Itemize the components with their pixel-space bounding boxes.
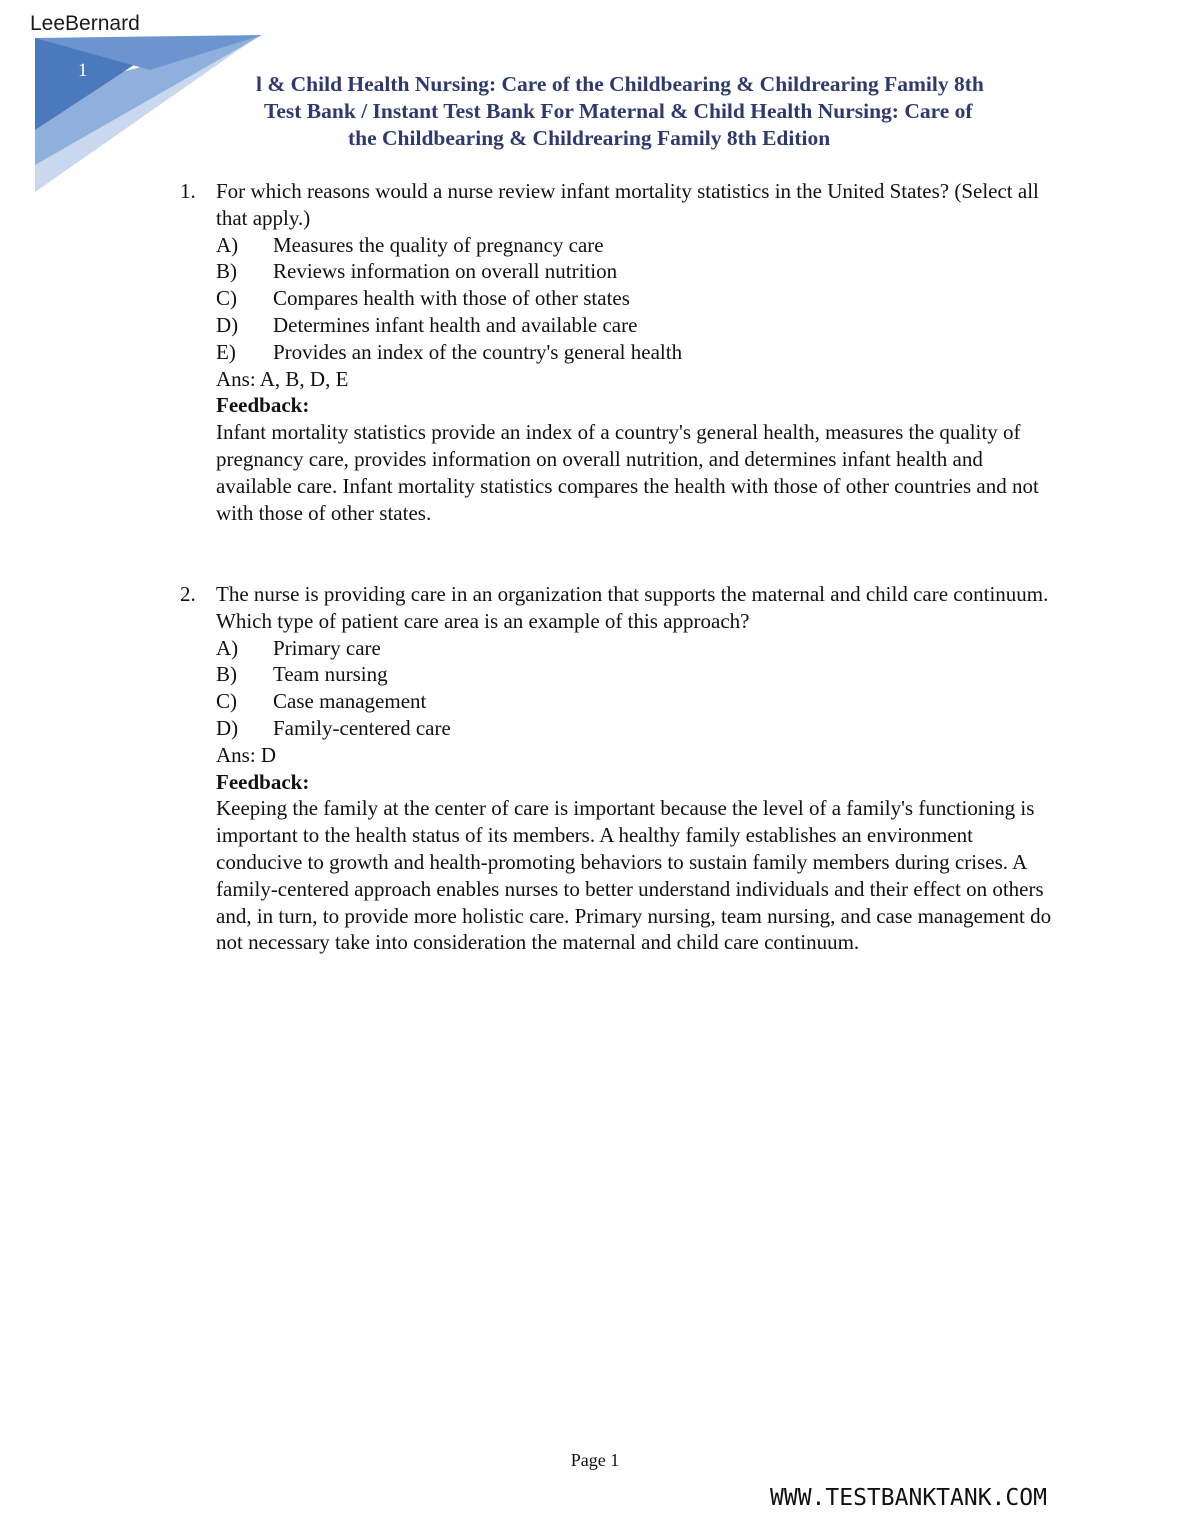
choice-text: Primary care — [273, 635, 381, 660]
choice-letter: C) — [216, 286, 237, 311]
document-title — [240, 71, 1080, 152]
question-stem — [180, 581, 1060, 635]
question-1 — [180, 178, 1060, 526]
choice-list — [216, 232, 1060, 366]
choice-letter: B) — [216, 259, 237, 284]
choice-text: Measures the quality of pregnancy care — [273, 232, 604, 257]
choice-item — [216, 232, 1060, 259]
corner-decoration — [0, 0, 270, 200]
author-name: LeeBernard — [30, 12, 140, 35]
choice-letter: D) — [216, 312, 239, 337]
question-text: For which reasons would a nurse review infant mortality statistics in the United States? (Select all that apply.) — [216, 179, 1039, 230]
choice-item — [216, 688, 1060, 715]
question-text: The nurse is providing care in an organization that supports the maternal and child care continuum. Which type of patient care area is an example of this approach? — [216, 582, 1049, 633]
choice-text: Compares health with those of other states — [273, 286, 630, 311]
choice-letter: E) — [216, 339, 236, 364]
choice-text: Reviews information on overall nutrition — [273, 259, 618, 284]
choice-text: Case management — [273, 689, 427, 714]
title-line-2: Test Bank / Instant Test Bank For Maternal & Child Health Nursing: Care of — [264, 99, 973, 123]
choice-letter: A) — [216, 635, 239, 660]
choice-item — [216, 312, 1060, 339]
choice-item — [216, 661, 1060, 688]
choice-text: Provides an index of the country's general health — [273, 339, 683, 364]
question-stem — [180, 178, 1060, 232]
feedback-text: Keeping the family at the center of care is important because the level of a family's functioning is important to the health status of its members. A healthy family establishes an environment conducive to growth and health-promoting behaviors to sustain family members during crises. A family-centered approach enables nurses to better understand individuals and their effect on others and, in turn, to provide more holistic care. Primary nursing, team nursing, and case management do not necessary take into consideration the maternal and child care continuum. — [216, 796, 1052, 955]
choice-item — [216, 285, 1060, 312]
answer-key: Ans: A, B, D, E — [216, 366, 349, 391]
answer-key: Ans: D — [216, 742, 277, 767]
feedback-label: Feedback: — [216, 393, 310, 418]
choice-item — [216, 339, 1060, 366]
question-number: 1. — [180, 179, 196, 203]
feedback-label: Feedback: — [216, 769, 310, 794]
title-line-3: the Childbearing & Childrearing Family 8th Edition — [348, 126, 831, 150]
choice-item — [216, 258, 1060, 285]
choice-item — [216, 715, 1060, 742]
choice-item — [216, 635, 1060, 662]
question-2 — [180, 581, 1060, 956]
feedback-text: Infant mortality statistics provide an index of a country's general health, measures the quality of pregnancy care, provides information on overall nutrition, and determines infant health and available care. Infant mortality statistics compares the health with those of other countries and not with those of other states. — [216, 420, 1039, 525]
corner-page-number: 1 — [78, 60, 88, 81]
choice-letter: D) — [216, 715, 239, 740]
choice-text: Team nursing — [273, 662, 388, 687]
question-number: 2. — [180, 582, 196, 606]
title-line-1: l & Child Health Nursing: Care of the Childbearing & Childrearing Family 8th — [256, 72, 984, 96]
choice-letter: C) — [216, 689, 237, 714]
choice-list — [216, 635, 1060, 742]
choice-text: Determines infant health and available care — [273, 312, 638, 337]
page-footer-number: Page 1 — [570, 1450, 620, 1470]
website-watermark: WWW.TESTBANKTANK.COM — [770, 1485, 1047, 1511]
choice-text: Family-centered care — [273, 715, 451, 740]
choice-letter: B) — [216, 662, 237, 687]
choice-letter: A) — [216, 232, 239, 257]
